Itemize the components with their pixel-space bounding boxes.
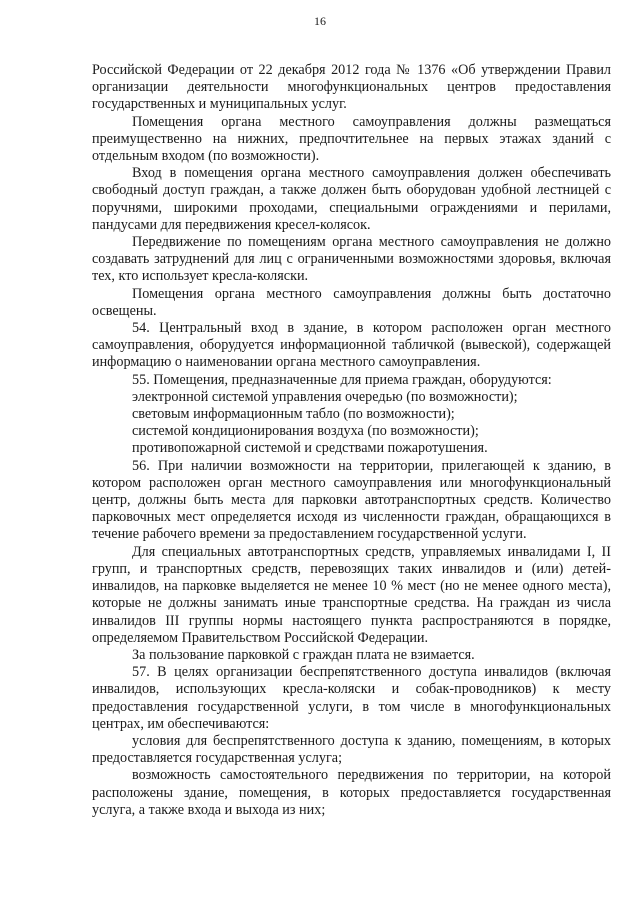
paragraph-premises-floors: Помещения органа местного самоуправления должны размещаться преимущественно на нижних, предпочтительнее на первых этажах зданий с отдельным входом (по возможности). <box>92 113 611 165</box>
paragraph-item-55: 55. Помещения, предназначенные для приема граждан, оборудуются: <box>132 371 552 388</box>
paragraph-disabled-parking: Для специальных автотранспортных средств, управляемых инвалидами I, II групп, и транспортных средств, перевозящих таких инвалидов и (или) детей-инвалидов, на парковке выделяется не менее 10 % мест (но не менее одного места), которые не должны занимать иные транспортные средства. На граждан из числа инвалидов III группы нормы настоящего пункта распространяются в порядке, определяемом Правительством Российской Федерации. <box>92 543 611 646</box>
paragraph-item-56: 56. При наличии возможности на территории, прилегающей к зданию, в котором расположен орган местного самоуправления или многофункциональный центр, должны быть места для парковки автотранспортных средств. Количество парковочных мест определяется исходя из численности граждан, обращающихся в течение рабочего времени за предоставлением государственной услуги. <box>92 457 611 543</box>
paragraph-entrance-access: Вход в помещения органа местного самоуправления должен обеспечивать свободный доступ граждан, а также должен быть оборудован удобной лестницей с поручнями, широкими проходами, специальными ограждениями и перилами, пандусами для передвижения кресел-колясок. <box>92 165 611 233</box>
document-body <box>92 62 611 819</box>
paragraph-item-54: 54. Центральный вход в здание, в котором расположен орган местного самоуправления, оборудуется информационной табличкой (вывеской), содержащей информацию о наименовании органа местного самоуправления. <box>92 320 611 371</box>
paragraph-movement: Передвижение по помещениям органа местного самоуправления не должно создавать затруднений для лиц с ограниченными возможностями здоровья, включая тех, кто использует кресла-коляски. <box>92 234 611 285</box>
paragraph-access-conditions: условия для беспрепятственного доступа к зданию, помещениям, в которых предоставляется государственная услуга; <box>92 732 611 767</box>
paragraph-lighting: Помещения органа местного самоуправления должны быть достаточно освещены. <box>92 285 611 319</box>
list-item-info-board: световым информационным табло (по возможности); <box>132 406 455 423</box>
paragraph-independent-movement: возможность самостоятельного передвижения по территории, на которой расположены здание, помещения, в которых предоставляется государственная услуга, а также входа и выхода из них; <box>92 767 611 818</box>
paragraph-continuation: Российской Федерации от 22 декабря 2012 года № 1376 «Об утверждении Правил организации деятельности многофункциональных центров предоставления государственных и муниципальных услуг. <box>92 62 611 113</box>
list-item-air-conditioning: системой кондиционирования воздуха (по возможности); <box>132 423 479 440</box>
list-item-fire-safety: противопожарной системой и средствами пожаротушения. <box>132 440 488 457</box>
page-number: 16 <box>314 14 326 28</box>
paragraph-parking-free: За пользование парковкой с граждан плата не взимается. <box>132 646 475 663</box>
list-item-queue-system: электронной системой управления очередью (по возможности); <box>132 388 518 405</box>
paragraph-item-57: 57. В целях организации беспрепятственного доступа инвалидов (включая инвалидов, использующих кресла-коляски и собак-проводников) к месту предоставления государственной услуги, в том числе в многофункциональных центрах, им обеспечиваются: <box>92 664 611 732</box>
